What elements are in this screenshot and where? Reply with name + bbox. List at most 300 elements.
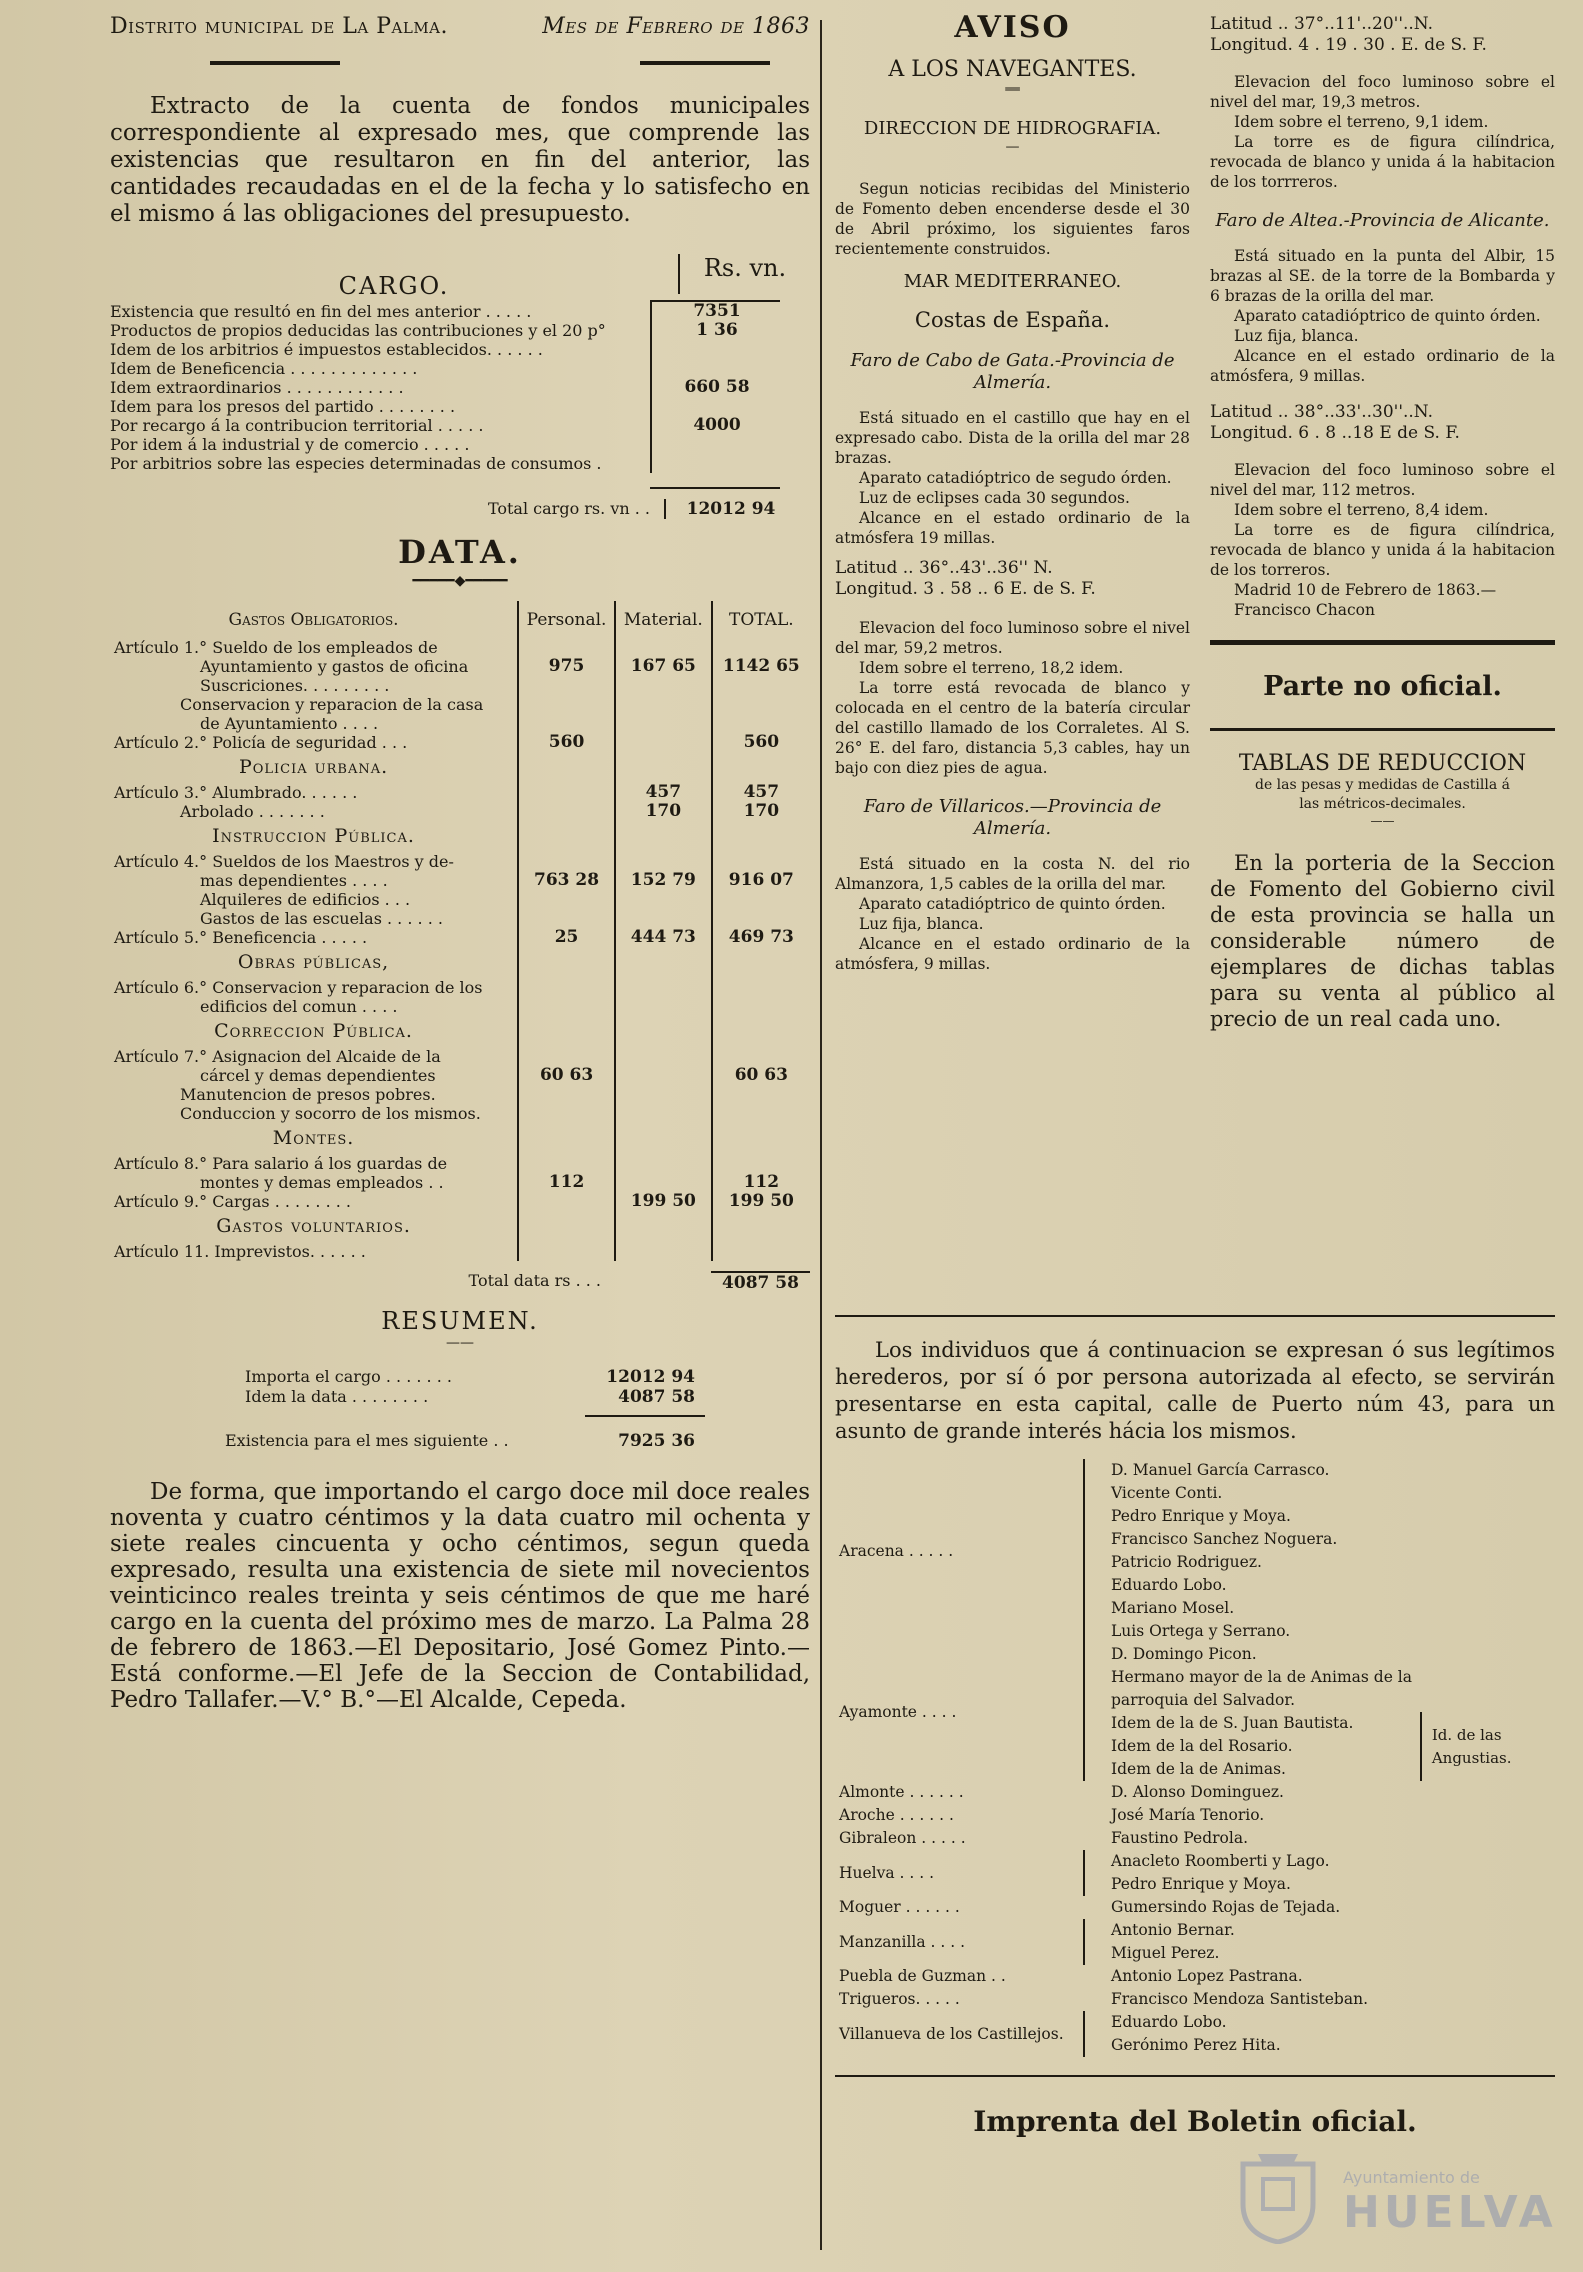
gastos-personal-value: 25 xyxy=(518,928,615,947)
section-rule xyxy=(835,1315,1555,1317)
cargo-row-label: Por idem á la industrial y de comercio . . . . . xyxy=(110,435,470,454)
gastos-material-value xyxy=(615,947,712,978)
town-name: Manzanilla . . . . xyxy=(839,1932,966,1951)
faro-2-text: Elevacion del foco luminoso sobre el nivel del mar, 19,3 metros. xyxy=(1210,73,1555,111)
tablas-subtitle: de las pesas y medidas de Castilla á las métricos-decimales. xyxy=(1254,777,1510,812)
individuo-row xyxy=(835,1919,1555,1942)
gastos-material-value xyxy=(615,714,712,733)
faro-3-text: Elevacion del foco luminoso sobre el nivel del mar, 112 metros. xyxy=(1210,461,1555,499)
gastos-section-title: Policia urbana. xyxy=(238,756,389,778)
gastos-concept: Artículo 3.° Alumbrado. . . . . . xyxy=(114,783,358,802)
gastos-total-cell xyxy=(712,947,810,978)
resumen-data-value: 4087 58 xyxy=(618,1387,695,1407)
gastos-row xyxy=(110,1173,810,1192)
faro-3-text: Idem sobre el terreno, 8,4 idem. xyxy=(1234,501,1489,519)
gastos-row xyxy=(110,1047,810,1066)
gastos-row xyxy=(110,978,810,997)
faro-1-latitude: Latitud .. 36°..43'..36'' N. xyxy=(835,557,1053,578)
faro-1-text: Está situado en el castillo que hay en el expresado cabo. Dista de la orilla del mar 28 brazas. xyxy=(835,408,1190,467)
gastos-section-title: Correccion Pública. xyxy=(214,1020,413,1042)
gastos-col-total: TOTAL. xyxy=(712,601,810,638)
faro-1-text: Alcance en el estado ordinario de la atmósfera 19 millas. xyxy=(835,508,1190,547)
individuo-name: D. Domingo Picon. xyxy=(1111,1645,1257,1663)
cargo-header xyxy=(110,254,810,300)
gastos-concept: Artículo 5.° Beneficencia . . . . . xyxy=(114,928,368,947)
gastos-personal-value xyxy=(518,997,615,1016)
brace-mark xyxy=(1084,1781,1107,1804)
intro-paragraph: Extracto de la cuenta de fondos municipales correspondiente al expresado mes, que comprende las existencias que resultaron en fin del anterior, las cantidades recaudadas en el de la fecha y lo satisfecho en el mismo á las obligaciones del presupuesto. xyxy=(110,93,810,227)
faro-3-signature: Francisco Chacon xyxy=(1234,601,1375,619)
brace-mark xyxy=(1084,1804,1107,1827)
gastos-concept: de Ayuntamiento . . . . xyxy=(200,714,379,733)
cargo-row-value xyxy=(650,454,782,473)
cargo-row-label: Idem de los arbitrios é impuestos establecidos. . . . . . xyxy=(110,340,543,359)
cargo-row-value xyxy=(650,435,782,454)
gastos-personal-value xyxy=(518,783,615,802)
middle-column xyxy=(835,10,1190,974)
cargo-unit: Rs. vn. xyxy=(678,254,810,294)
gastos-personal-value xyxy=(518,1016,615,1047)
cargo-row-value xyxy=(650,359,782,378)
gastos-personal-value xyxy=(518,947,615,978)
gastos-personal-value xyxy=(518,1085,615,1104)
brace-mark xyxy=(1084,1896,1107,1919)
gastos-personal-value xyxy=(518,802,615,821)
gastos-row xyxy=(110,783,810,802)
individuo-name: Idem de la de Animas. xyxy=(1111,1760,1286,1778)
town-name: Ayamonte . . . . xyxy=(839,1702,957,1721)
gastos-material-value xyxy=(615,676,712,695)
individuo-row xyxy=(835,1896,1555,1919)
gastos-personal-value xyxy=(518,1047,615,1066)
gastos-total-cell xyxy=(712,1047,810,1066)
resumen-exist-value: 7925 36 xyxy=(618,1431,695,1451)
resumen-cargo-row xyxy=(245,1367,810,1387)
faro-3-longitude: Longitud. 6 . 8 ..18 E de S. F. xyxy=(1210,423,1460,443)
cargo-row-label: Por arbitrios sobre las especies determinadas de consumos . xyxy=(110,454,602,473)
faro-1-title: Faro de Cabo de Gata.-Provincia de Almería. xyxy=(850,349,1175,393)
resumen-exist-row xyxy=(225,1431,810,1451)
brace-mark xyxy=(1084,1988,1107,2011)
cargo-row xyxy=(110,321,810,340)
aviso-title: AVISO xyxy=(954,10,1071,45)
gastos-row xyxy=(110,1154,810,1173)
cargo-total-label: Total cargo rs. vn . . xyxy=(487,499,650,518)
gastos-material-value xyxy=(615,909,712,928)
gastos-material-value xyxy=(615,733,712,752)
individuo-row xyxy=(835,1965,1555,1988)
gastos-total-cell xyxy=(712,978,810,997)
town-name: Moguer . . . . . . xyxy=(839,1898,960,1916)
gastos-row xyxy=(110,1192,810,1211)
faro-3-text: Aparato catadióptrico de quinto órden. xyxy=(1234,307,1541,325)
individuo-name: Mariano Mosel. xyxy=(1111,1599,1235,1617)
watermark-big: HUELVA xyxy=(1343,2187,1557,2238)
town-name: Aroche . . . . . . xyxy=(839,1806,954,1824)
imprenta-footer: Imprenta del Boletin oficial. xyxy=(973,2105,1417,2138)
brace-mark xyxy=(1084,1850,1107,1896)
gastos-material-value xyxy=(615,1242,712,1261)
gastos-personal-value: 60 63 xyxy=(518,1066,615,1085)
gastos-row xyxy=(110,997,810,1016)
gastos-personal-value xyxy=(518,1104,615,1123)
data-title: DATA. xyxy=(398,533,522,571)
individuo-row xyxy=(835,1781,1555,1804)
gastos-total-cell xyxy=(712,1085,810,1104)
divider xyxy=(650,487,780,489)
short-rule: —— xyxy=(446,1335,474,1351)
gastos-section-title: Gastos voluntarios. xyxy=(216,1215,411,1237)
gastos-material-value xyxy=(615,695,712,714)
gastos-total-cell: 199 50 xyxy=(712,1192,810,1211)
cargo-total-value: 12012 94 xyxy=(664,499,796,519)
faro-3-text: Está situado en la punta del Albir, 15 brazas al SE. de la torre de la Bombarda y 6 brazas de la orilla del mar. xyxy=(1210,247,1555,305)
gastos-section-row xyxy=(110,947,810,978)
individuo-name: Vicente Conti. xyxy=(1111,1484,1223,1502)
faro-3-title: Faro de Altea.-Provincia de Alicante. xyxy=(1215,210,1550,231)
gastos-personal-value xyxy=(518,695,615,714)
individuo-name: Patricio Rodriguez. xyxy=(1111,1553,1262,1571)
individuo-row xyxy=(835,1804,1555,1827)
gastos-section-title: Montes. xyxy=(272,1127,355,1149)
gastos-row xyxy=(110,871,810,890)
gastos-personal-value xyxy=(518,909,615,928)
gastos-table xyxy=(110,601,810,1261)
masthead-rules xyxy=(110,61,810,65)
rule xyxy=(640,61,770,65)
gastos-personal-value xyxy=(518,852,615,871)
gastos-row xyxy=(110,1242,810,1261)
cargo-table xyxy=(110,302,810,473)
individuo-name: Miguel Perez. xyxy=(1111,1944,1220,1962)
gastos-material-value: 199 50 xyxy=(615,1192,712,1211)
faro-2-latitude: Latitud .. 37°..11'..20''..N. xyxy=(1210,14,1434,34)
individuo-name: Eduardo Lobo. xyxy=(1111,2013,1227,2031)
gastos-material-value: 152 79 xyxy=(615,871,712,890)
faro-1-text: Elevacion del foco luminoso sobre el nivel del mar, 59,2 metros. xyxy=(835,618,1190,657)
gastos-total-cell xyxy=(712,1211,810,1242)
cargo-title: CARGO. xyxy=(338,272,450,300)
gastos-row xyxy=(110,1104,810,1123)
gastos-concept: Artículo 6.° Conservacion y reparacion de los xyxy=(114,978,483,997)
gastos-row xyxy=(110,733,810,752)
faro-2-text: La torre es de figura cilíndrica, revocada de blanco y unida á la habitacion de los torrreros. xyxy=(1210,133,1555,191)
gastos-row xyxy=(110,638,810,657)
individuo-name: Antonio Lopez Pastrana. xyxy=(1111,1967,1303,1985)
gastos-personal-value xyxy=(518,638,615,657)
gastos-material-value xyxy=(615,890,712,909)
individuo-name: D. Manuel García Carrasco. xyxy=(1111,1461,1330,1479)
resumen-title: RESUMEN. xyxy=(381,1307,539,1335)
faro-2-longitude: Longitud. 4 . 19 . 30 . E. de S. F. xyxy=(1210,35,1487,55)
gastos-material-value xyxy=(615,1066,712,1085)
gastos-row xyxy=(110,1066,810,1085)
gastos-row xyxy=(110,657,810,676)
gastos-concept: Artículo 9.° Cargas . . . . . . . . xyxy=(114,1192,351,1211)
short-rule: — xyxy=(1005,139,1020,155)
individuo-name: Gerónimo Perez Hita. xyxy=(1111,2036,1281,2054)
gastos-total-cell xyxy=(712,1154,810,1173)
gastos-personal-value xyxy=(518,1154,615,1173)
gastos-concept: edificios del comun . . . . xyxy=(200,997,398,1016)
gastos-total-cell xyxy=(712,909,810,928)
gastos-material-value xyxy=(615,1104,712,1123)
gastos-material-value xyxy=(615,1211,712,1242)
cargo-row-label: Idem de Beneficencia . . . . . . . . . . . . . xyxy=(110,359,418,378)
gastos-total-cell xyxy=(712,1123,810,1154)
gastos-row xyxy=(110,1085,810,1104)
cargo-row-value xyxy=(650,340,782,359)
faro-1-text: Aparato catadióptrico de segudo órden. xyxy=(859,468,1172,487)
gastos-total-cell xyxy=(712,695,810,714)
divider xyxy=(585,1415,705,1417)
individuos-list xyxy=(835,1459,1555,2057)
cargo-row-value: 1 36 xyxy=(650,321,782,340)
cargo-row-value: 4000 xyxy=(650,416,782,435)
gastos-personal-value: 560 xyxy=(518,733,615,752)
individuo-name: Antonio Bernar. xyxy=(1111,1921,1235,1939)
individuo-name: Idem de la del Rosario. xyxy=(1111,1737,1293,1755)
ornament-divider: ━━━━━◆━━━━━ xyxy=(412,573,508,589)
gastos-total-cell: 170 xyxy=(712,802,810,821)
gastos-material-value xyxy=(615,1085,712,1104)
gastos-personal-value xyxy=(518,1211,615,1242)
gastos-section-row xyxy=(110,821,810,852)
aviso-paragraph: Segun noticias recibidas del Ministerio de Fomento deben encenderse desde el 30 de Abril próximo, los siguientes faros recientemente construidos. xyxy=(835,180,1190,258)
gastos-section-row xyxy=(110,1123,810,1154)
gastos-concept: Artículo 8.° Para salario á los guardas de xyxy=(114,1154,448,1173)
gastos-total-cell xyxy=(712,1016,810,1047)
gastos-material-value xyxy=(615,1173,712,1192)
faro-3-date: Madrid 10 de Febrero de 1863.— xyxy=(1234,581,1497,599)
gastos-total-cell xyxy=(712,638,810,657)
section-rule xyxy=(1210,728,1555,731)
gastos-total-row xyxy=(110,1271,810,1293)
town-name: Huelva . . . . xyxy=(839,1863,935,1882)
section-rule xyxy=(1210,640,1555,645)
individuo-name: Faustino Pedrola. xyxy=(1111,1829,1249,1847)
individuos-section xyxy=(835,1315,1555,2138)
left-column xyxy=(110,14,810,1736)
cargo-row xyxy=(110,454,810,473)
gastos-total-cell: 60 63 xyxy=(712,1066,810,1085)
masthead-district: Distrito municipal de La Palma. xyxy=(110,14,448,39)
brace-mark xyxy=(1084,2011,1107,2057)
faro-2-title: Faro de Villaricos.—Provincia de Almería. xyxy=(863,795,1162,839)
gastos-row xyxy=(110,676,810,695)
individuo-name: Hermano mayor de la de Animas de la parroquia del Salvador. xyxy=(1111,1668,1412,1709)
cargo-row xyxy=(110,359,810,378)
faro-1-text: Idem sobre el terreno, 18,2 idem. xyxy=(859,658,1124,677)
gastos-concept: Suscriciones. . . . . . . . . xyxy=(200,676,390,695)
cargo-row xyxy=(110,435,810,454)
gastos-total-cell xyxy=(712,714,810,733)
individuo-name: Luis Ortega y Serrano. xyxy=(1111,1622,1291,1640)
gastos-total-cell xyxy=(712,752,810,783)
short-rule: —— xyxy=(1370,814,1395,828)
gastos-concept: Artículo 4.° Sueldos de los Maestros y de- xyxy=(114,852,454,871)
gastos-total-cell: 916 07 xyxy=(712,871,810,890)
faro-2-text: Aparato catadióptrico de quinto órden. xyxy=(859,894,1166,913)
cargo-row-value xyxy=(650,397,782,416)
gastos-material-value: 444 73 xyxy=(615,928,712,947)
angustias-note: Id. de las Angustias. xyxy=(1421,1712,1555,1781)
gastos-personal-value xyxy=(518,752,615,783)
brace-mark xyxy=(1084,1965,1107,1988)
town-name: Villanueva de los Castillejos. xyxy=(839,2024,1064,2043)
aviso-direccion: DIRECCION DE HIDROGRAFIA. xyxy=(863,118,1162,139)
individuo-row xyxy=(835,2011,1555,2034)
gastos-personal-value xyxy=(518,1242,615,1261)
gastos-row xyxy=(110,714,810,733)
individuo-name: Francisco Mendoza Santisteban. xyxy=(1111,1990,1368,2008)
individuo-name: José María Tenorio. xyxy=(1111,1806,1265,1824)
individuo-name: Eduardo Lobo. xyxy=(1111,1576,1227,1594)
gastos-material-value xyxy=(615,752,712,783)
gastos-material-value xyxy=(615,638,712,657)
gastos-col-concept: Gastos Obligatorios. xyxy=(228,610,399,630)
gastos-personal-value xyxy=(518,890,615,909)
gastos-personal-value: 975 xyxy=(518,657,615,676)
resumen-data-row xyxy=(245,1387,810,1407)
individuo-name: Francisco Sanchez Noguera. xyxy=(1111,1530,1338,1548)
gastos-personal-value xyxy=(518,978,615,997)
gastos-total-cell: 1142 65 xyxy=(712,657,810,676)
brace-mark xyxy=(1084,1919,1107,1965)
tablas-title: TABLAS DE REDUCCION xyxy=(1238,751,1527,776)
gastos-total-cell: 560 xyxy=(712,733,810,752)
gastos-total-label: Total data rs . . . xyxy=(468,1271,601,1290)
gastos-total-value: 4087 58 xyxy=(711,1271,810,1293)
gastos-concept: montes y demas empleados . . xyxy=(200,1173,444,1192)
closing-paragraph: De forma, que importando el cargo doce mil doce reales noventa y cuatro céntimos y la data cuatro mil ochenta y siete reales cincuenta y ocho céntimos, segun queda expresado, resulta una existencia de siete mil novecientos veinticinco reales treinta y seis céntimos de que me haré cargo en la cuenta del próximo mes de marzo. La Palma 28 de febrero de 1863.—El Depositario, José Gomez Pinto.—Está conforme.—El Jefe de la Seccion de Contabilidad, Pedro Tallafer.—V.° B.°—El Alcalde, Cepeda. xyxy=(110,1479,810,1713)
gastos-total-cell xyxy=(712,676,810,695)
cargo-row xyxy=(110,302,810,321)
gastos-material-value xyxy=(615,1154,712,1173)
gastos-concept: Alquileres de edificios . . . xyxy=(200,890,411,909)
resumen-data-label: Idem la data . . . . . . . . xyxy=(245,1387,429,1406)
gastos-section-row xyxy=(110,752,810,783)
faro-1-text: Luz de eclipses cada 30 segundos. xyxy=(859,488,1130,507)
resumen-cargo-value: 12012 94 xyxy=(606,1367,695,1387)
resumen-exist-label: Existencia para el mes siguiente . . xyxy=(225,1431,509,1450)
cargo-row xyxy=(110,416,810,435)
gastos-total-cell: 112 xyxy=(712,1173,810,1192)
gastos-concept: Ayuntamiento y gastos de oficina xyxy=(200,657,469,676)
individuo-name: D. Alonso Dominguez. xyxy=(1111,1783,1284,1801)
individuo-row xyxy=(835,1643,1555,1666)
cargo-row xyxy=(110,340,810,359)
faro-3-text: Luz fija, blanca. xyxy=(1234,327,1359,345)
gastos-personal-value xyxy=(518,821,615,852)
gastos-row xyxy=(110,695,810,714)
gastos-concept: Artículo 11. Imprevistos. . . . . . xyxy=(114,1242,366,1261)
town-name: Aracena . . . . . xyxy=(839,1541,954,1560)
gastos-material-value xyxy=(615,997,712,1016)
brace-mark xyxy=(1084,1827,1107,1850)
individuo-name: Pedro Enrique y Moya. xyxy=(1111,1507,1291,1525)
gastos-row xyxy=(110,909,810,928)
gastos-material-value xyxy=(615,978,712,997)
masthead xyxy=(110,14,810,39)
town-name: Almonte . . . . . . xyxy=(839,1783,964,1801)
aviso-sea: MAR MEDITERRANEO. xyxy=(903,270,1122,292)
cargo-row-value: 7351 xyxy=(650,302,782,321)
cargo-row xyxy=(110,397,810,416)
aviso-subtitle: A LOS NAVEGANTES. xyxy=(888,57,1137,82)
coat-of-arms-icon xyxy=(1233,2144,1323,2244)
town-name: Gibraleon . . . . . xyxy=(839,1829,966,1847)
gastos-material-value xyxy=(615,852,712,871)
section-rule xyxy=(835,2075,1555,2077)
faro-2-text: Luz fija, blanca. xyxy=(859,914,984,933)
individuo-name: Idem de la de S. Juan Bautista. xyxy=(1111,1714,1354,1732)
tablas-paragraph: En la porteria de la Seccion de Fomento del Gobierno civil de esta provincia se halla un considerable número de ejemplares de dichas tablas para su venta al público al precio de un real cada uno. xyxy=(1210,851,1555,1031)
gastos-concept: Conduccion y socorro de los mismos. xyxy=(180,1104,481,1123)
gastos-section-title: Instruccion Pública. xyxy=(212,825,415,847)
faro-1-longitude: Longitud. 3 . 58 .. 6 E. de S. F. xyxy=(835,578,1096,599)
individuo-row xyxy=(835,1459,1555,1482)
right-column xyxy=(1210,14,1555,1053)
masthead-month: Mes de Febrero de 1863 xyxy=(542,14,810,39)
gastos-concept: cárcel y demas dependientes xyxy=(200,1066,436,1085)
cargo-row-label: Idem para los presos del partido . . . . . . . . xyxy=(110,397,456,416)
gastos-row xyxy=(110,852,810,871)
brace-mark xyxy=(1084,1459,1107,1643)
gastos-header-row xyxy=(110,601,810,638)
gastos-row xyxy=(110,802,810,821)
cargo-row-label: Por recargo á la contribucion territorial . . . . . xyxy=(110,416,484,435)
gastos-material-value: 167 65 xyxy=(615,657,712,676)
town-name: Trigueros. . . . . xyxy=(839,1990,960,2008)
gastos-total-cell xyxy=(712,852,810,871)
individuo-name: Pedro Enrique y Moya. xyxy=(1111,1875,1291,1893)
gastos-personal-value xyxy=(518,676,615,695)
gastos-total-cell xyxy=(712,821,810,852)
gastos-row xyxy=(110,928,810,947)
gastos-concept: Artículo 7.° Asignacion del Alcaide de la xyxy=(114,1047,441,1066)
gastos-material-value xyxy=(615,1047,712,1066)
gastos-section-row xyxy=(110,1211,810,1242)
gastos-concept: Arbolado . . . . . . . xyxy=(180,802,325,821)
faro-1-text: La torre está revocada de blanco y colocada en el centro de la batería circular del castillo llamado de los Corraletes. Al S. 26° E. del faro, distancia 5,3 cables, hay un bajo con diez pies de agua. xyxy=(835,678,1190,777)
gastos-total-cell xyxy=(712,1242,810,1261)
gastos-col-material: Material. xyxy=(615,601,712,638)
gastos-total-cell: 469 73 xyxy=(712,928,810,947)
cargo-row-label: Existencia que resultó en fin del mes anterior . . . . . xyxy=(110,302,532,321)
cargo-row-value: 660 58 xyxy=(650,378,782,397)
cargo-row-label: Idem extraordinarios . . . . . . . . . . . . xyxy=(110,378,404,397)
gastos-row xyxy=(110,890,810,909)
individuos-paragraph: Los individuos que á continuacion se expresan ó sus legítimos herederos, por sí ó por persona autorizada al efecto, se servirán presentarse en esta capital, calle de Puerto núm 43, para un asunto de grande interés hácia los mismos. xyxy=(835,1338,1555,1443)
resumen-cargo-label: Importa el cargo . . . . . . . xyxy=(245,1367,452,1386)
gastos-personal-value: 112 xyxy=(518,1173,615,1192)
gastos-personal-value xyxy=(518,1123,615,1154)
gastos-concept: Gastos de las escuelas . . . . . . xyxy=(200,909,443,928)
brace-mark xyxy=(1084,1643,1107,1781)
gastos-material-value xyxy=(615,1123,712,1154)
gastos-total-cell xyxy=(712,997,810,1016)
gastos-personal-value: 763 28 xyxy=(518,871,615,890)
gastos-total-cell xyxy=(712,890,810,909)
gastos-concept: Conservacion y reparacion de la casa xyxy=(180,695,484,714)
faro-3-text: Alcance en el estado ordinario de la atmósfera, 9 millas. xyxy=(1210,347,1555,385)
faro-2-text: Alcance en el estado ordinario de la atmósfera, 9 millas. xyxy=(835,934,1190,973)
gastos-concept: mas dependientes . . . . xyxy=(200,871,388,890)
gastos-concept: Manutencion de presos pobres. xyxy=(180,1085,436,1104)
individuo-row xyxy=(835,1850,1555,1873)
town-name: Puebla de Guzman . . xyxy=(839,1967,1006,1985)
